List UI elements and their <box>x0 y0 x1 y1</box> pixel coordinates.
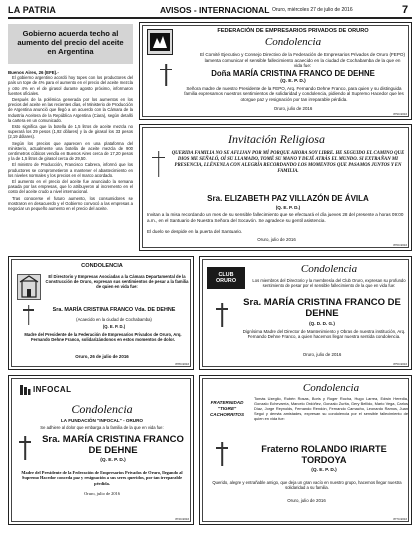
invitation-code: 876C/2016 <box>393 243 407 247</box>
cross-icon <box>152 151 165 177</box>
camara-body: Madre del Presidente de la Federación de Empresarios Privados de Oruro, Arq. Fernando Dehne Franco, solidarizándonos en estos momentos de dolor. <box>24 332 182 343</box>
club-intro: Los miembros del Directorio y la membresía del Club Oruro, expresan su profundo sentimiento de pesar por el sensible fallecimiento de la que en vida fue: <box>252 278 406 289</box>
article-paragraph: Tras conocerse el futuro aumento, los consumidores se mostraron en desacuerdo y el Gobierno convocó a las empresas a negociar un pequeño aumento en el precio del aceite. <box>8 195 133 212</box>
fepo-name: Doña MARÍA CRISTINA FRANCO DE DEHNE <box>211 69 375 78</box>
article-paragraph: Esto significa que la botella de 1,5 litros de aceite mezcla no superará los 29 pesos (1,92 dólares) y la de girasol los 33 pesos (2,19 dólares). <box>8 124 133 140</box>
fraternidad-name: Fraterno ROLANDO IRIARTE TORDOYA <box>261 444 387 465</box>
infocal-intro: LA FUNDACIÓN "INFOCAL" - ORURO <box>60 418 144 423</box>
masthead <box>8 5 412 17</box>
invitation-place-date: Oruro, julio de 2016 <box>257 237 296 242</box>
fraternidad-body: Querido, alegre y entrañable amigo, que deja un gran vacío en nuestro grupo, hacemos llegar nuestra solidaridad a su familia. <box>212 480 402 491</box>
notice-infocal <box>8 375 194 525</box>
club-qepd: (Q. D. D. G.) <box>309 321 335 326</box>
infocal-logo-icon <box>19 384 31 396</box>
fraternidad-code: 877C/2016 <box>393 517 407 521</box>
cross-icon <box>23 305 34 325</box>
invitation-closing: El duelo se despide en la puerta del Santuario. <box>147 229 243 234</box>
club-title: Condolencia <box>300 263 358 275</box>
camara-code: 878C/2016 <box>175 362 189 366</box>
invitation-quote: QUERIDA FAMILIA NO SE AFLIJAN POR MÍ PORQUE AHORA SOY LIBRE. HE SEGUIDO EL CAMINO QUE DIOS ME SEÑALÓ, OÍ SU LLAMADO, TOMÉ SU MANO Y DEJÉ ATRÁS EL MUNDO. SI EXTRAÑAN MI PRESENCIA, LLÉNENLA CON ALEGRÍA RECORDANDO LOS MOMENTOS QUE PASAMOS JUNTOS Y EN FAMILIA. <box>171 151 405 174</box>
fepo-logo-icon <box>148 30 172 54</box>
article-paragraph: Después de la polémica generada por los aumentos en los precios del aceite en las recientes días, el Ministerio de Producción de Argentina anunció que llegó a un acuerdo con la Cámara de la Industria Aceitera de la República Argentina (Ciara), según detalló la cartera en un comunicado. <box>8 97 133 123</box>
infocal-title: Condolencia <box>71 402 133 416</box>
camara-logo <box>17 274 41 300</box>
fepo-logo <box>147 29 173 55</box>
camara-title: CONDOLENCIA <box>81 263 123 269</box>
club-logo-text: CLUB ORURO <box>215 272 237 284</box>
article-body <box>8 70 133 211</box>
cross-icon <box>19 436 31 460</box>
notice-invitation <box>139 124 412 251</box>
fraternidad-place-date: Oruro, julio de 2016 <box>287 498 326 503</box>
club-logo <box>207 267 245 289</box>
fepo-title: Condolencia <box>264 36 322 48</box>
article-paragraph: El ministro de Producción, Francisco Cabrera, informó que los productores se comprometieron a mantener el abastecimiento en los niveles normales y los precios en el marco acordado. <box>8 162 133 178</box>
camara-place-date: Oruro, 26 de julio de 2016 <box>75 354 129 359</box>
club-code: 875C/2016 <box>393 362 407 366</box>
fepo-body: Señora madre de nuestro Presidente de la FEPO, Arq. Fernando Dehne Franco, para quien y su distinguida familia expresamos nuestros sentimientos de solidaridad y condolencia, pidiendo al Supremo Hacedor que les otorgue paz y resignación por tan irreparable pérdida. <box>184 86 404 102</box>
article-headline[interactable]: Gobierno acuerda techo al aumento del precio del aceite en Argentina <box>8 24 133 64</box>
cross-icon <box>216 442 228 466</box>
article-paragraph: El gobierno argentino acordó hoy topes con los productores del país un tope de 4% para el aumento en el precio del aceite mezcla y otro 4% en el de girasol durante agosto próximo, informaron fuentes oficiales. <box>8 75 133 96</box>
infocal-logo-text: INFOCAL <box>33 385 72 394</box>
notice-club <box>199 256 412 370</box>
notice-fepo <box>139 22 412 120</box>
page-number: 7 <box>402 4 409 16</box>
invitation-qepd: (Q. E. P. D.) <box>275 205 301 210</box>
fepo-qepd: (Q. E. P. D.) <box>280 79 306 84</box>
club-name: Sra. MARÍA CRISTINA FRANCO DE DEHNE <box>243 297 401 319</box>
infocal-qepd: (Q. E. P. D.) <box>100 458 126 463</box>
fepo-org: FEDERACIÓN DE EMPRESARIOS PRIVADOS DE ORURO <box>217 28 369 34</box>
article-paragraph: El aumento en el precio del aceite fue anunciado la semana pasada por las empresas, que lo atribuyeron al incremento en el costo del aceite crudo a nivel internacional. <box>8 179 133 195</box>
article-dateline: Buenos Aires, 26 (EFE).- <box>8 70 59 75</box>
date-line: Oruro, miércoles 27 de julio de 2016 <box>272 7 353 13</box>
invitation-body: Invitan a la misa recordando un mes de su sensible fallecimiento que se efectuará el día jueves 28 del presente a horas 09:00 a.m., en el Santuario de Nuestra Señora del Socavón. Se agradece su gentil asistencia. <box>147 212 404 223</box>
infocal-name: Sra. MARÍA CRISTINA FRANCO DE DEHNE <box>42 434 184 456</box>
camara-subline: (Acaecido en la ciudad de Cochabamba) <box>76 317 152 322</box>
article-paragraph: Según los precios que aparecen en una plataforma del ministerio, actualmente una botella de aceite mezcla de 900 centímetros cúbicos vendía en Buenos Aires cerca de 17,20 pesos y la de 1,5 litros de girasol cerca de 29,50. <box>8 140 133 162</box>
header-rule <box>8 17 412 19</box>
section-title: AVISOS - INTERNACIONAL <box>160 5 270 15</box>
paper-name: LA PATRIA <box>8 5 57 15</box>
infocal-code: 874C/2016 <box>175 517 189 521</box>
fraternidad-members: Tomás Uzeglio, Rubén Rosas, Boris y Roger Rocha, Hugo Larrea, Edwin Heredia, Gonzalo Echevarría, Marcelo Ordóñez, Gonzalo Zurita, Gery Bellido, Mario Vega, Carlos Díaz, Jorge Reynolds, Fernando Rendón, Fernando Camacho, Leonardo Ramos, Juan Segui y demás amistades, expresan su condolencia por el sensible fallecimiento de quien en vida fue: <box>254 396 408 421</box>
notice-fraternidad <box>199 375 412 525</box>
club-place-date: Oruro, julio de 2016 <box>302 352 342 357</box>
camara-intro: El Directorio y Empresas Asociadas a la Cámara Departamental de la Construcción de Oruro, expresan sus sentimientos de pesar a la familia de quien en vida fue: <box>45 274 189 290</box>
fraternidad-title: Condolencia <box>302 382 360 394</box>
invitation-name: Sra. ELIZABETH PAZ VILLAZÓN DE ÁVILA <box>207 194 369 203</box>
fraternidad-qepd: (Q. E. P. D.) <box>311 468 337 473</box>
notice-camara <box>8 256 194 370</box>
infocal-intro2: Se adhiere al dolor que embarga a la familia de la que en vida fue: <box>40 425 164 430</box>
invitation-title: Invitación Religiosa <box>228 132 325 146</box>
cross-icon <box>160 64 172 86</box>
infocal-logo <box>19 384 79 396</box>
article <box>8 24 133 252</box>
camara-name: Sra. MARÍA CRISTINA FRANCO Vda. DE DEHNE <box>52 307 176 313</box>
club-body: Dignísima Madre del Director de Mantenimiento y Obras de nuestra institución, Arq. Fernando Dehne Franco, a quien hacemos llegar nuestra sentida condolencia. <box>242 329 406 340</box>
infocal-body: Madre del Presidente de la Federación de Empresarios Privados de Oruro, llegando al Supremo Hacedor conceda paz y resignación a sus seres queridos, por tan irreparable pérdida. <box>21 470 183 486</box>
fepo-intro: El Comité Ejecutivo y Consejo Directivo de la Federación de Empresarios Privados de Oruro (FEPO) lamenta comunicar el sensible fallecimiento acaecido en la ciudad de Cochabamba de la que en vida fue: <box>200 52 406 69</box>
infocal-place-date: Oruro, julio de 2016 <box>84 491 120 496</box>
fraternidad-group: FRATERNIDAD "TIGRE" CACHORRITOS <box>209 400 245 417</box>
fepo-code: 879C/2016 <box>393 112 407 116</box>
cross-icon <box>216 303 228 327</box>
camara-qepd: (Q. E. P. D.) <box>102 324 126 329</box>
building-icon <box>18 275 40 299</box>
fepo-place-date: Oruro, julio de 2016 <box>273 106 313 111</box>
